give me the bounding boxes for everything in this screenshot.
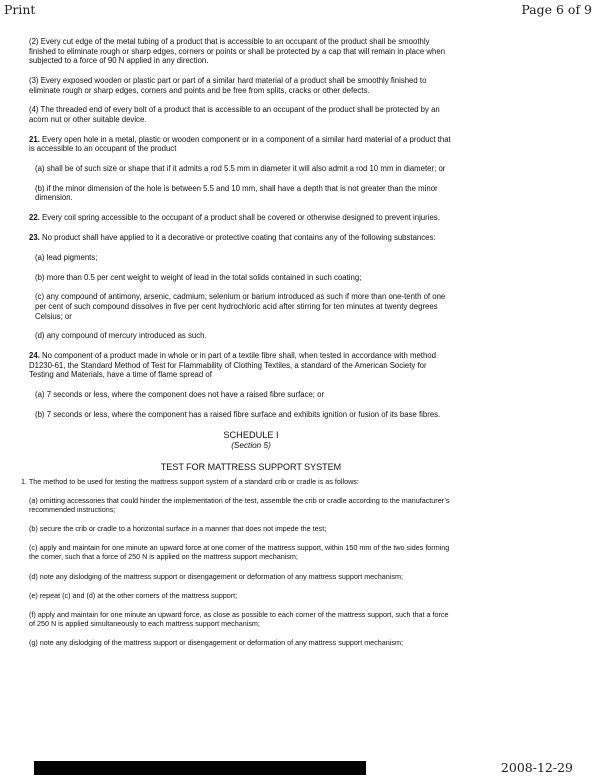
schedule-section: (Section 5) bbox=[231, 440, 271, 450]
section-21-a: (a) shall be of such size or shape that if it admits a rod 5.5 mm in diameter it will also admit a rod 10 mm in diameter; or bbox=[35, 164, 446, 174]
paragraph-3: (3) Every exposed wooden or plastic part or part of a similar hard material of a product shall be smoothly finished to eliminate rough or sharp edges, corners and points and be free from splits, cracks or other defects. bbox=[29, 75, 427, 95]
schedule-item-c: (c) apply and maintain for one minute an upward force at one corner of the mattress support, within 150 mm of the two sides forming the corner, such that a force of 250 N is applied on the mattress support mechanism; bbox=[29, 543, 450, 562]
section-23-a: (a) lead pigments; bbox=[35, 252, 98, 262]
section-21-number: 21. bbox=[29, 134, 40, 144]
section-23-d: (d) any compound of mercury introduced as such. bbox=[35, 331, 207, 341]
section-24-text: No component of a product made in whole or in part of a textile fibre shall, when tested in accordance with method D1230-61, the Standard Method of Test for Flammability of Clothing Textiles, a standard of the American Society for Testing and Materials, have a time of flame spread of bbox=[29, 351, 436, 380]
page-indicator: Page 6 of 9 bbox=[521, 2, 592, 17]
paragraph-2: (2) Every cut edge of the metal tubing of a product that is accessible to an occupant of the product shall be smoothly finished to eliminate rough or sharp edges, corners or points or shall be protected by a cap that will remain in place when subjected to a force of 90 N applied in any direction. bbox=[29, 37, 446, 66]
footer-date: 2008-12-29 bbox=[500, 760, 573, 775]
section-21 bbox=[21, 135, 451, 154]
schedule-intro: 1. The method to be used for testing the mattress support system of a standard crib or cradle is as follows: bbox=[21, 476, 359, 486]
section-24-b: (b) 7 seconds or less, where the component has a raised fibre surface and exhibits ignition or fusion of its base fibres. bbox=[35, 409, 441, 419]
redacted-footer-bar bbox=[34, 761, 366, 775]
print-label: Print bbox=[4, 2, 36, 17]
section-23-text: No product shall have applied to it a decorative or protective coating that contains any of the following substances: bbox=[39, 233, 436, 243]
schedule-item-a: (a) omitting accessories that could hinder the implementation of the test, assemble the crib or cradle according to the manufacturer’s recommended instructions; bbox=[29, 496, 450, 515]
section-23 bbox=[21, 233, 451, 243]
paragraph-4: (4) The threaded end of every bolt of a product that is accessible to an occupant of the product shall be protected by an acorn nut or other suitable device. bbox=[29, 105, 440, 124]
section-21-b: (b) if the minor dimension of the hole is between 5.5 and 10 mm, shall have a depth that is not greater than the minor dimension. bbox=[35, 183, 438, 203]
section-21-text: Every open hole in a metal, plastic or wooden component or in a component of a similar hard material of a product that is accessible to an occupant of the product bbox=[29, 134, 451, 154]
schedule-item-e: (e) repeat (c) and (d) at the other corners of the mattress support; bbox=[29, 590, 238, 600]
section-24-number: 24. bbox=[29, 351, 40, 361]
schedule-item-d: (d) note any dislodging of the mattress support or disengagement or deformation of any mattress support mechanism; bbox=[29, 571, 403, 581]
schedule-item-b: (b) secure the crib or cradle to a horizontal surface in a manner that does not impede the test; bbox=[29, 524, 327, 534]
section-23-b: (b) more than 0.5 per cent weight to weight of lead in the total solids contained in such coating; bbox=[35, 272, 362, 282]
schedule-title: SCHEDULE I bbox=[223, 429, 279, 440]
section-22 bbox=[21, 213, 451, 223]
section-22-text: Every coil spring accessible to the occupant of a product shall be covered or otherwise designed to prevent injuries. bbox=[39, 213, 440, 223]
schedule-item-f: (f) apply and maintain for one minute an upward force, as close as possible to each corner of the mattress support, such that a force of 250 N is applied simultaneously to each mattress support mechanism; bbox=[29, 609, 449, 628]
schedule-item-g: (g) note any dislodging of the mattress support or disengagement or deformation of any mattress support mechanism; bbox=[29, 638, 403, 648]
section-24 bbox=[21, 351, 451, 380]
schedule-heading: TEST FOR MATTRESS SUPPORT SYSTEM bbox=[160, 462, 342, 473]
document-body bbox=[21, 37, 451, 657]
section-23-number: 23. bbox=[29, 233, 40, 243]
section-24-a: (a) 7 seconds or less, where the component does not have a raised fibre surface; or bbox=[35, 390, 325, 400]
section-22-number: 22. bbox=[29, 213, 40, 223]
section-23-c: (c) any compound of antimony, arsenic, cadmium, selenium or barium introduced as such if more than one-tenth of one per cent of such compound dissolves in five per cent hydrochloric acid after stirring for ten minutes at twenty degrees Celsius; or bbox=[35, 292, 446, 321]
